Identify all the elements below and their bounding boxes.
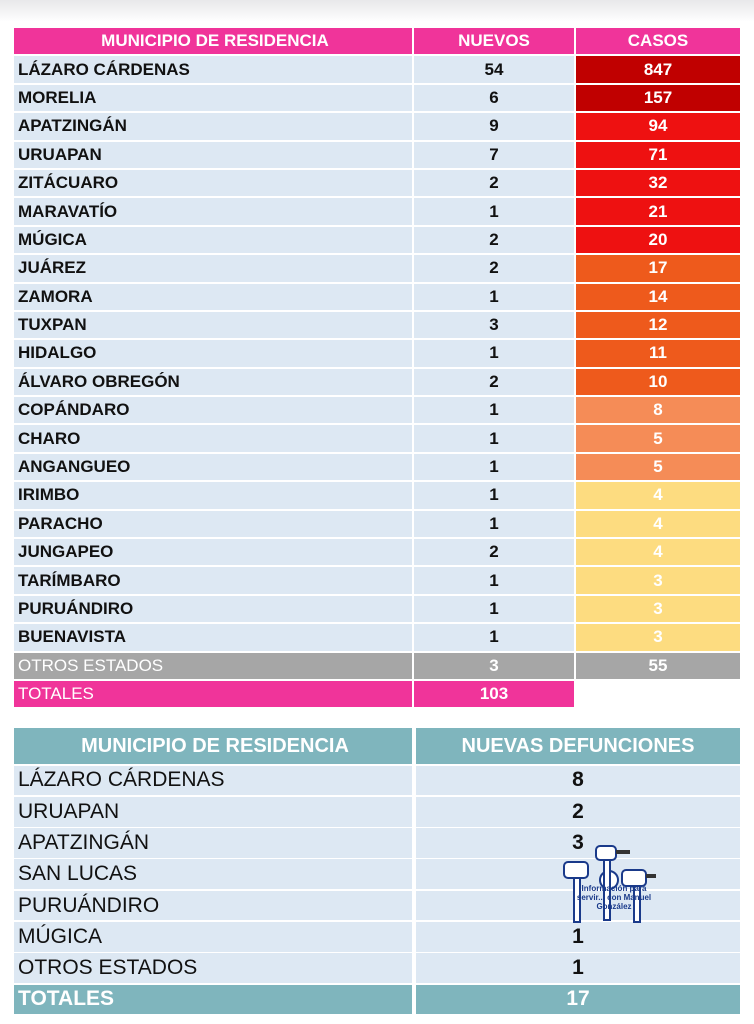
municipio-cell: ZITÁCUARO [14,170,412,196]
defunciones-cell: 1 [416,922,740,952]
cases-row [14,454,740,480]
header-municipio-deaths: MUNICIPIO DE RESIDENCIA [14,728,412,764]
municipio-cell: PARACHO [14,511,412,537]
defunciones-cell: 2 [416,797,740,827]
casos-cell: 94 [576,113,740,139]
nuevos-cell: 1 [414,198,574,224]
header-defunciones: NUEVAS DEFUNCIONES [416,728,740,764]
cases-row [14,624,740,650]
cases-row [14,284,740,310]
municipio-cell: APATZINGÁN [14,113,412,139]
otros-nuevos: 3 [414,653,574,679]
nuevos-cell: 1 [414,624,574,650]
municipio-cell: MARAVATÍO [14,198,412,224]
cases-row [14,567,740,593]
municipio-cell: PURUÁNDIRO [14,891,412,921]
municipio-cell: TARÍMBARO [14,567,412,593]
cases-row [14,56,740,82]
casos-cell: 8 [576,397,740,423]
nuevos-cell: 1 [414,511,574,537]
casos-cell: 3 [576,596,740,622]
deaths-row [14,953,740,983]
nuevos-cell: 2 [414,539,574,565]
cases-row [14,113,740,139]
municipio-cell: MÚGICA [14,922,412,952]
nuevos-cell: 2 [414,170,574,196]
nuevos-cell: 1 [414,482,574,508]
deaths-row [14,766,740,796]
cases-row [14,539,740,565]
deaths-row [14,922,740,952]
casos-cell: 11 [576,340,740,366]
nuevos-cell: 1 [414,340,574,366]
casos-cell: 847 [576,56,740,82]
municipio-cell: ANGANGUEO [14,454,412,480]
municipio-cell: HIDALGO [14,340,412,366]
casos-cell: 12 [576,312,740,338]
casos-cell: 10 [576,369,740,395]
casos-cell: 4 [576,482,740,508]
nuevos-cell: 3 [414,312,574,338]
totales-nuevos: 103 [414,681,574,707]
totales-label: TOTALES [14,681,412,707]
defunciones-cell: 3 [416,828,740,858]
municipio-cell: LÁZARO CÁRDENAS [14,56,412,82]
cases-row [14,142,740,168]
cases-row [14,85,740,111]
casos-cell: 71 [576,142,740,168]
top-band [0,0,754,22]
municipio-cell: PURUÁNDIRO [14,596,412,622]
cases-row [14,312,740,338]
nuevos-cell: 9 [414,113,574,139]
deaths-row [14,797,740,827]
deaths-totales-value: 17 [416,985,740,1015]
nuevos-cell: 7 [414,142,574,168]
casos-cell: 5 [576,454,740,480]
otros-estados-row [14,653,740,679]
cases-row [14,170,740,196]
cases-row [14,397,740,423]
deaths-totales-row [14,985,740,1015]
nuevos-cell: 1 [414,454,574,480]
cases-row [14,511,740,537]
header-municipio: MUNICIPIO DE RESIDENCIA [14,28,412,54]
header-casos: CASOS [576,28,740,54]
casos-cell: 4 [576,539,740,565]
casos-cell: 32 [576,170,740,196]
municipio-cell: JUÁREZ [14,255,412,281]
defunciones-cell: 8 [416,766,740,796]
nuevos-cell: 1 [414,567,574,593]
totales-row [14,681,740,707]
cases-table-header [14,28,740,54]
municipio-cell: ÁLVARO OBREGÓN [14,369,412,395]
municipio-cell: TUXPAN [14,312,412,338]
otros-casos: 55 [576,653,740,679]
municipio-cell: OTROS ESTADOS [14,953,412,983]
cases-row [14,255,740,281]
nuevos-cell: 2 [414,369,574,395]
municipio-cell: APATZINGÁN [14,828,412,858]
header-nuevos: NUEVOS [414,28,574,54]
municipio-cell: MÚGICA [14,227,412,253]
defunciones-cell: 1 [416,953,740,983]
cases-row [14,482,740,508]
deaths-totales-label: TOTALES [14,985,412,1015]
municipio-cell: CHARO [14,425,412,451]
municipio-cell: URUAPAN [14,797,412,827]
cases-row [14,227,740,253]
casos-cell: 5 [576,425,740,451]
otros-label: OTROS ESTADOS [14,653,412,679]
cases-table-body [14,56,740,650]
casos-cell: 20 [576,227,740,253]
cases-row [14,596,740,622]
casos-cell: 21 [576,198,740,224]
nuevos-cell: 1 [414,596,574,622]
cases-row [14,425,740,451]
municipio-cell: BUENAVISTA [14,624,412,650]
casos-cell: 3 [576,567,740,593]
municipio-cell: SAN LUCAS [14,859,412,889]
municipio-cell: COPÁNDARO [14,397,412,423]
municipio-cell: ZAMORA [14,284,412,310]
nuevos-cell: 1 [414,397,574,423]
cases-row [14,369,740,395]
cases-row [14,198,740,224]
totales-casos [576,681,740,707]
municipio-cell: URUAPAN [14,142,412,168]
municipio-cell: MORELIA [14,85,412,111]
cases-table [14,28,740,709]
casos-cell: 4 [576,511,740,537]
deaths-table-header [14,728,740,764]
nuevos-cell: 2 [414,227,574,253]
municipio-cell: IRIMBO [14,482,412,508]
watermark-text: Información para servir... con Manuel González [576,884,652,911]
casos-cell: 17 [576,255,740,281]
casos-cell: 14 [576,284,740,310]
nuevos-cell: 2 [414,255,574,281]
nuevos-cell: 6 [414,85,574,111]
cases-row [14,340,740,366]
municipio-cell: JUNGAPEO [14,539,412,565]
casos-cell: 3 [576,624,740,650]
municipio-cell: LÁZARO CÁRDENAS [14,766,412,796]
nuevos-cell: 1 [414,425,574,451]
nuevos-cell: 54 [414,56,574,82]
casos-cell: 157 [576,85,740,111]
nuevos-cell: 1 [414,284,574,310]
